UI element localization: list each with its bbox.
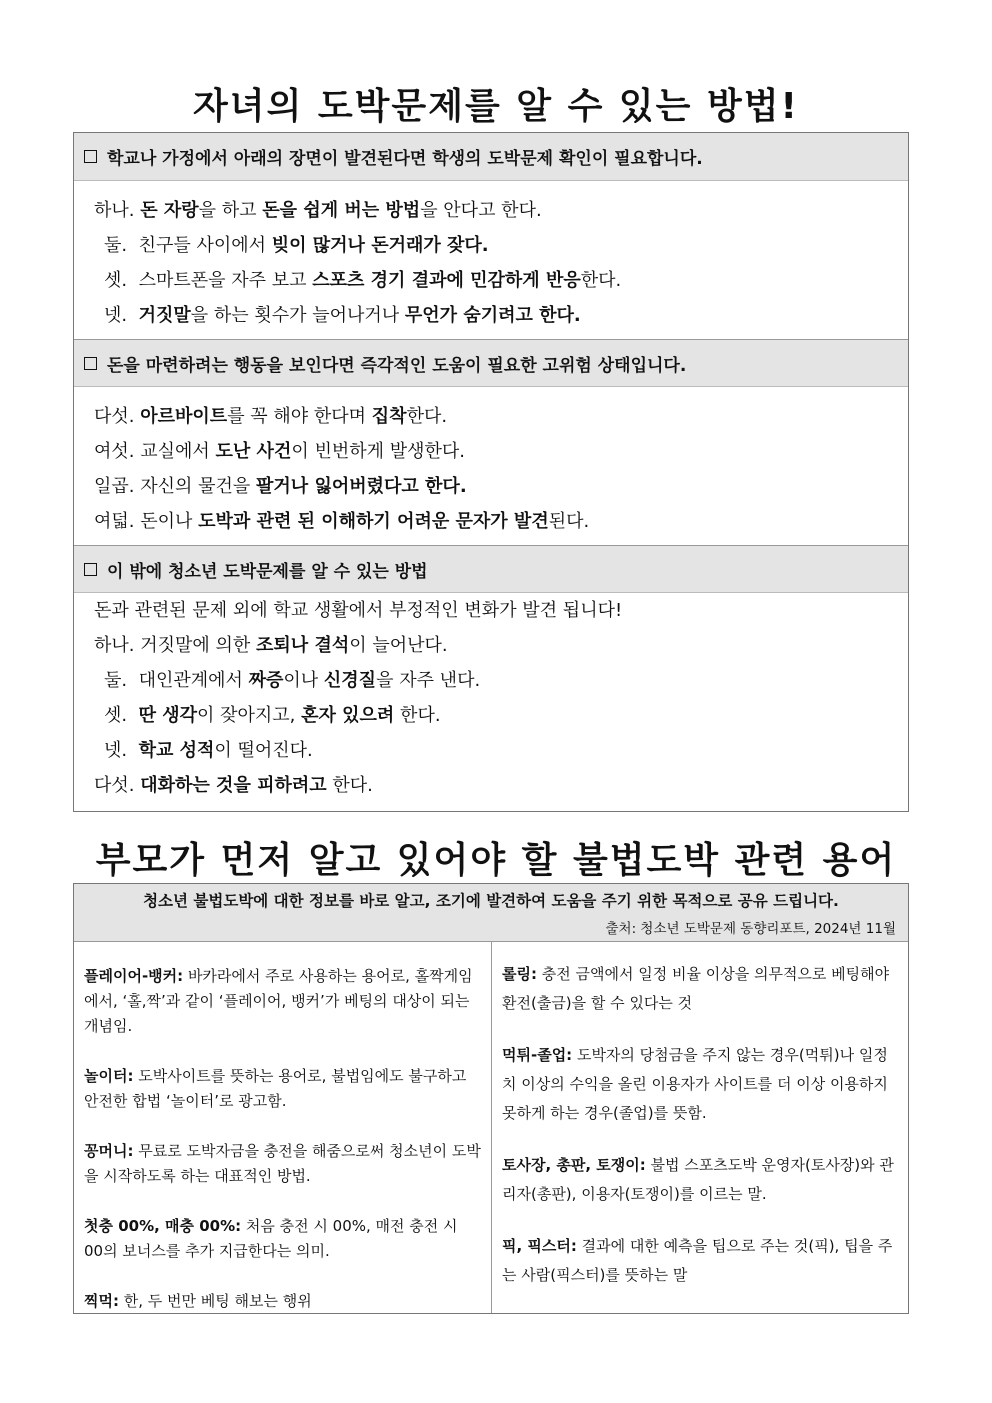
item-text: 교실에서 — [140, 441, 216, 462]
item-text: 된다. — [548, 511, 590, 532]
glossary-title: 부모가 먼저 알고 있어야 할 불법도박 관련 용어 — [95, 840, 897, 881]
glossary-definition: 도박사이트를 뜻하는 용어로, 불법임에도 불구하고 안전한 합법 ‘놀이터’로 광고함. — [84, 1067, 467, 1110]
item-number: 둘. — [104, 235, 139, 256]
glossary-entry — [84, 1139, 481, 1189]
item-number: 하나. — [94, 200, 141, 221]
item-text: 자신의 물건을 — [140, 476, 257, 497]
emphasis-text: 도박과 관련 된 이해하기 어려운 문자가 발견 — [198, 511, 549, 532]
emphasis-text: 학교 성적 — [138, 740, 215, 761]
item-number: 넷. — [104, 305, 139, 326]
glossary-header — [74, 884, 908, 942]
item-text: 이나 — [283, 670, 324, 691]
glossary-entry — [84, 1214, 481, 1264]
glossary-term: 픽, 픽스터: — [502, 1237, 577, 1255]
item-number: 셋. — [104, 270, 139, 291]
list-item — [74, 193, 908, 228]
section-heading — [74, 339, 908, 387]
item-text: 을 안다고 한다. — [420, 200, 542, 221]
item-text: 스마트폰을 자주 보고 — [138, 270, 313, 291]
list-item — [74, 263, 908, 298]
item-text: 를 꼭 해야 한다며 — [227, 406, 372, 427]
list-item — [74, 628, 908, 663]
glossary-entry — [84, 964, 481, 1039]
glossary-definition: 충전 금액에서 일정 비율 이상을 의무적으로 베팅해야 환전(출금)을 할 수 있다는 것 — [502, 965, 890, 1012]
glossary-entry — [502, 1232, 898, 1290]
section-heading-text: 이 밖에 청소년 도박문제를 알 수 있는 방법 — [107, 561, 428, 582]
item-text: 한다. — [580, 270, 622, 291]
emphasis-text: 팔거나 잃어버렸다고 한다. — [256, 476, 467, 497]
list-item — [74, 504, 908, 539]
glossary-entry — [84, 1064, 481, 1114]
glossary-term: 첫충 00%, 매충 00%: — [84, 1217, 242, 1235]
item-number: 둘. — [104, 670, 139, 691]
glossary-term: 먹튀-졸업: — [502, 1046, 573, 1064]
glossary-definition: 도박자의 당첨금을 주지 않는 경우(먹튀)나 일정 치 이상의 수익을 올린 이용자가 사이트를 더 이상 이용하지 못하게 하는 경우(졸업)를 뜻함. — [502, 1046, 888, 1122]
page-title: 자녀의 도박문제를 알 수 있는 방법! — [193, 86, 799, 127]
item-text: 친구들 사이에서 — [138, 235, 272, 256]
item-text: 이 늘어난다. — [349, 635, 448, 656]
item-text: 이 빈번하게 발생한다. — [291, 441, 465, 462]
emphasis-text: 딴 생각 — [138, 705, 197, 726]
glossary-term: 플레이어-뱅커: — [84, 967, 184, 985]
section-heading — [74, 133, 908, 181]
item-number: 일곱. — [94, 476, 141, 497]
section-heading-text: 돈을 마련하려는 행동을 보인다면 즉각적인 도움이 필요한 고위험 상태입니다. — [107, 355, 687, 376]
list-item — [74, 663, 908, 698]
section-heading-text: 학교나 가정에서 아래의 장면이 발견된다면 학생의 도박문제 확인이 필요합니다. — [107, 149, 703, 169]
emphasis-text: 돈을 쉽게 버는 방법 — [262, 200, 421, 221]
glossary-definition: 불법 스포츠도박 운영자(토사장)와 관리자(총판), 이용자(토쟁이)를 이르는 말. — [502, 1156, 894, 1203]
list-item — [74, 399, 908, 434]
list-item — [74, 469, 908, 504]
item-number: 셋. — [104, 705, 139, 726]
glossary-definition: 바카라에서 주로 사용하는 용어로, 홀짝게임에서, ‘홀,짝’과 같이 ‘플레이어, 뱅커’가 베팅의 대상이 되는 개념임. — [84, 967, 473, 1035]
section-heading — [74, 545, 908, 593]
glossary-left-column — [74, 942, 492, 1313]
item-number: 다섯. — [94, 775, 141, 796]
emphasis-text: 빚이 많거나 돈거래가 잦다. — [271, 235, 489, 256]
glossary-definition: 무료로 도박자금을 충전을 해줌으로써 청소년이 도박을 시작하도록 하는 대표적인 방법. — [84, 1142, 481, 1185]
section-list — [74, 387, 908, 539]
glossary-definition: 한, 두 번만 베팅 해보는 행위 — [118, 1292, 312, 1310]
item-text: 돈이나 — [140, 511, 199, 532]
item-number: 하나. — [94, 635, 141, 656]
item-number: 여덟. — [94, 511, 141, 532]
item-text: 한다. — [394, 705, 441, 726]
glossary-entry — [502, 1041, 898, 1128]
list-item — [74, 228, 908, 263]
list-item — [74, 434, 908, 469]
emphasis-text: 거짓말 — [138, 305, 191, 326]
glossary-term: 찍먹: — [84, 1292, 119, 1310]
item-number: 여섯. — [94, 441, 141, 462]
glossary-definition: 결과에 대한 예측을 팁으로 주는 것(픽), 팁을 주는 사람(픽스터)를 뜻하는 말 — [502, 1237, 893, 1284]
glossary-term: 꽁머니: — [84, 1142, 134, 1160]
glossary-box — [73, 883, 909, 1314]
item-text: 이 잦아지고, — [197, 705, 302, 726]
section-list — [74, 628, 908, 803]
section-intro: 돈과 관련된 문제 외에 학교 생활에서 부정적인 변화가 발견 됩니다! — [94, 600, 623, 621]
item-text: 을 하는 횟수가 늘어나거나 — [190, 305, 405, 326]
glossary-entry — [502, 1151, 898, 1209]
item-text: 한다. — [326, 775, 373, 796]
item-text: 을 자주 낸다. — [376, 670, 481, 691]
list-item — [74, 768, 908, 803]
emphasis-text: 조퇴나 결석 — [256, 635, 350, 656]
emphasis-text: 무언가 숨기려고 한다. — [404, 305, 581, 326]
checkbox-icon — [84, 150, 97, 163]
item-number: 다섯. — [94, 406, 141, 427]
checkbox-icon — [84, 357, 97, 370]
emphasis-text: 짜증 — [248, 670, 284, 691]
section-list — [74, 181, 908, 333]
item-text: 을 하고 — [198, 200, 263, 221]
emphasis-text: 아르바이트 — [140, 406, 228, 427]
emphasis-text: 스포츠 경기 결과에 민감하게 반응 — [312, 270, 581, 291]
emphasis-text: 혼자 있으려 — [301, 705, 395, 726]
glossary-term: 놀이터: — [84, 1067, 134, 1085]
warning-signs-box — [73, 132, 909, 812]
emphasis-text: 신경질 — [323, 670, 377, 691]
emphasis-text: 돈 자랑 — [140, 200, 199, 221]
item-text: 거짓말에 의한 — [140, 635, 257, 656]
glossary-entry — [502, 960, 898, 1018]
list-item — [74, 298, 908, 333]
emphasis-text: 대화하는 것을 피하려고 — [140, 775, 327, 796]
glossary-heading: 청소년 불법도박에 대한 정보를 바로 알고, 조기에 발견하여 도움을 주기 위한 목적으로 공유 드립니다. — [143, 892, 839, 910]
list-item — [74, 698, 908, 733]
emphasis-text: 집착 — [371, 406, 407, 427]
glossary-definition: 처음 충전 시 00%, 매전 충전 시 00의 보너스를 추가 지급한다는 의미. — [84, 1217, 458, 1260]
source-note: 출처: 청소년 도박문제 동향리포트, 2024년 11월 — [605, 921, 896, 937]
glossary-entry — [84, 1289, 481, 1314]
glossary-term: 롤링: — [502, 965, 537, 983]
list-item — [74, 733, 908, 768]
item-number: 넷. — [104, 740, 139, 761]
checkbox-icon — [84, 563, 97, 576]
emphasis-text: 도난 사건 — [215, 441, 292, 462]
item-text: 이 떨어진다. — [214, 740, 313, 761]
glossary-term: 토사장, 총판, 토쟁이: — [502, 1156, 646, 1174]
glossary-right-column — [492, 942, 908, 1313]
item-text: 대인관계에서 — [138, 670, 249, 691]
item-text: 한다. — [406, 406, 448, 427]
